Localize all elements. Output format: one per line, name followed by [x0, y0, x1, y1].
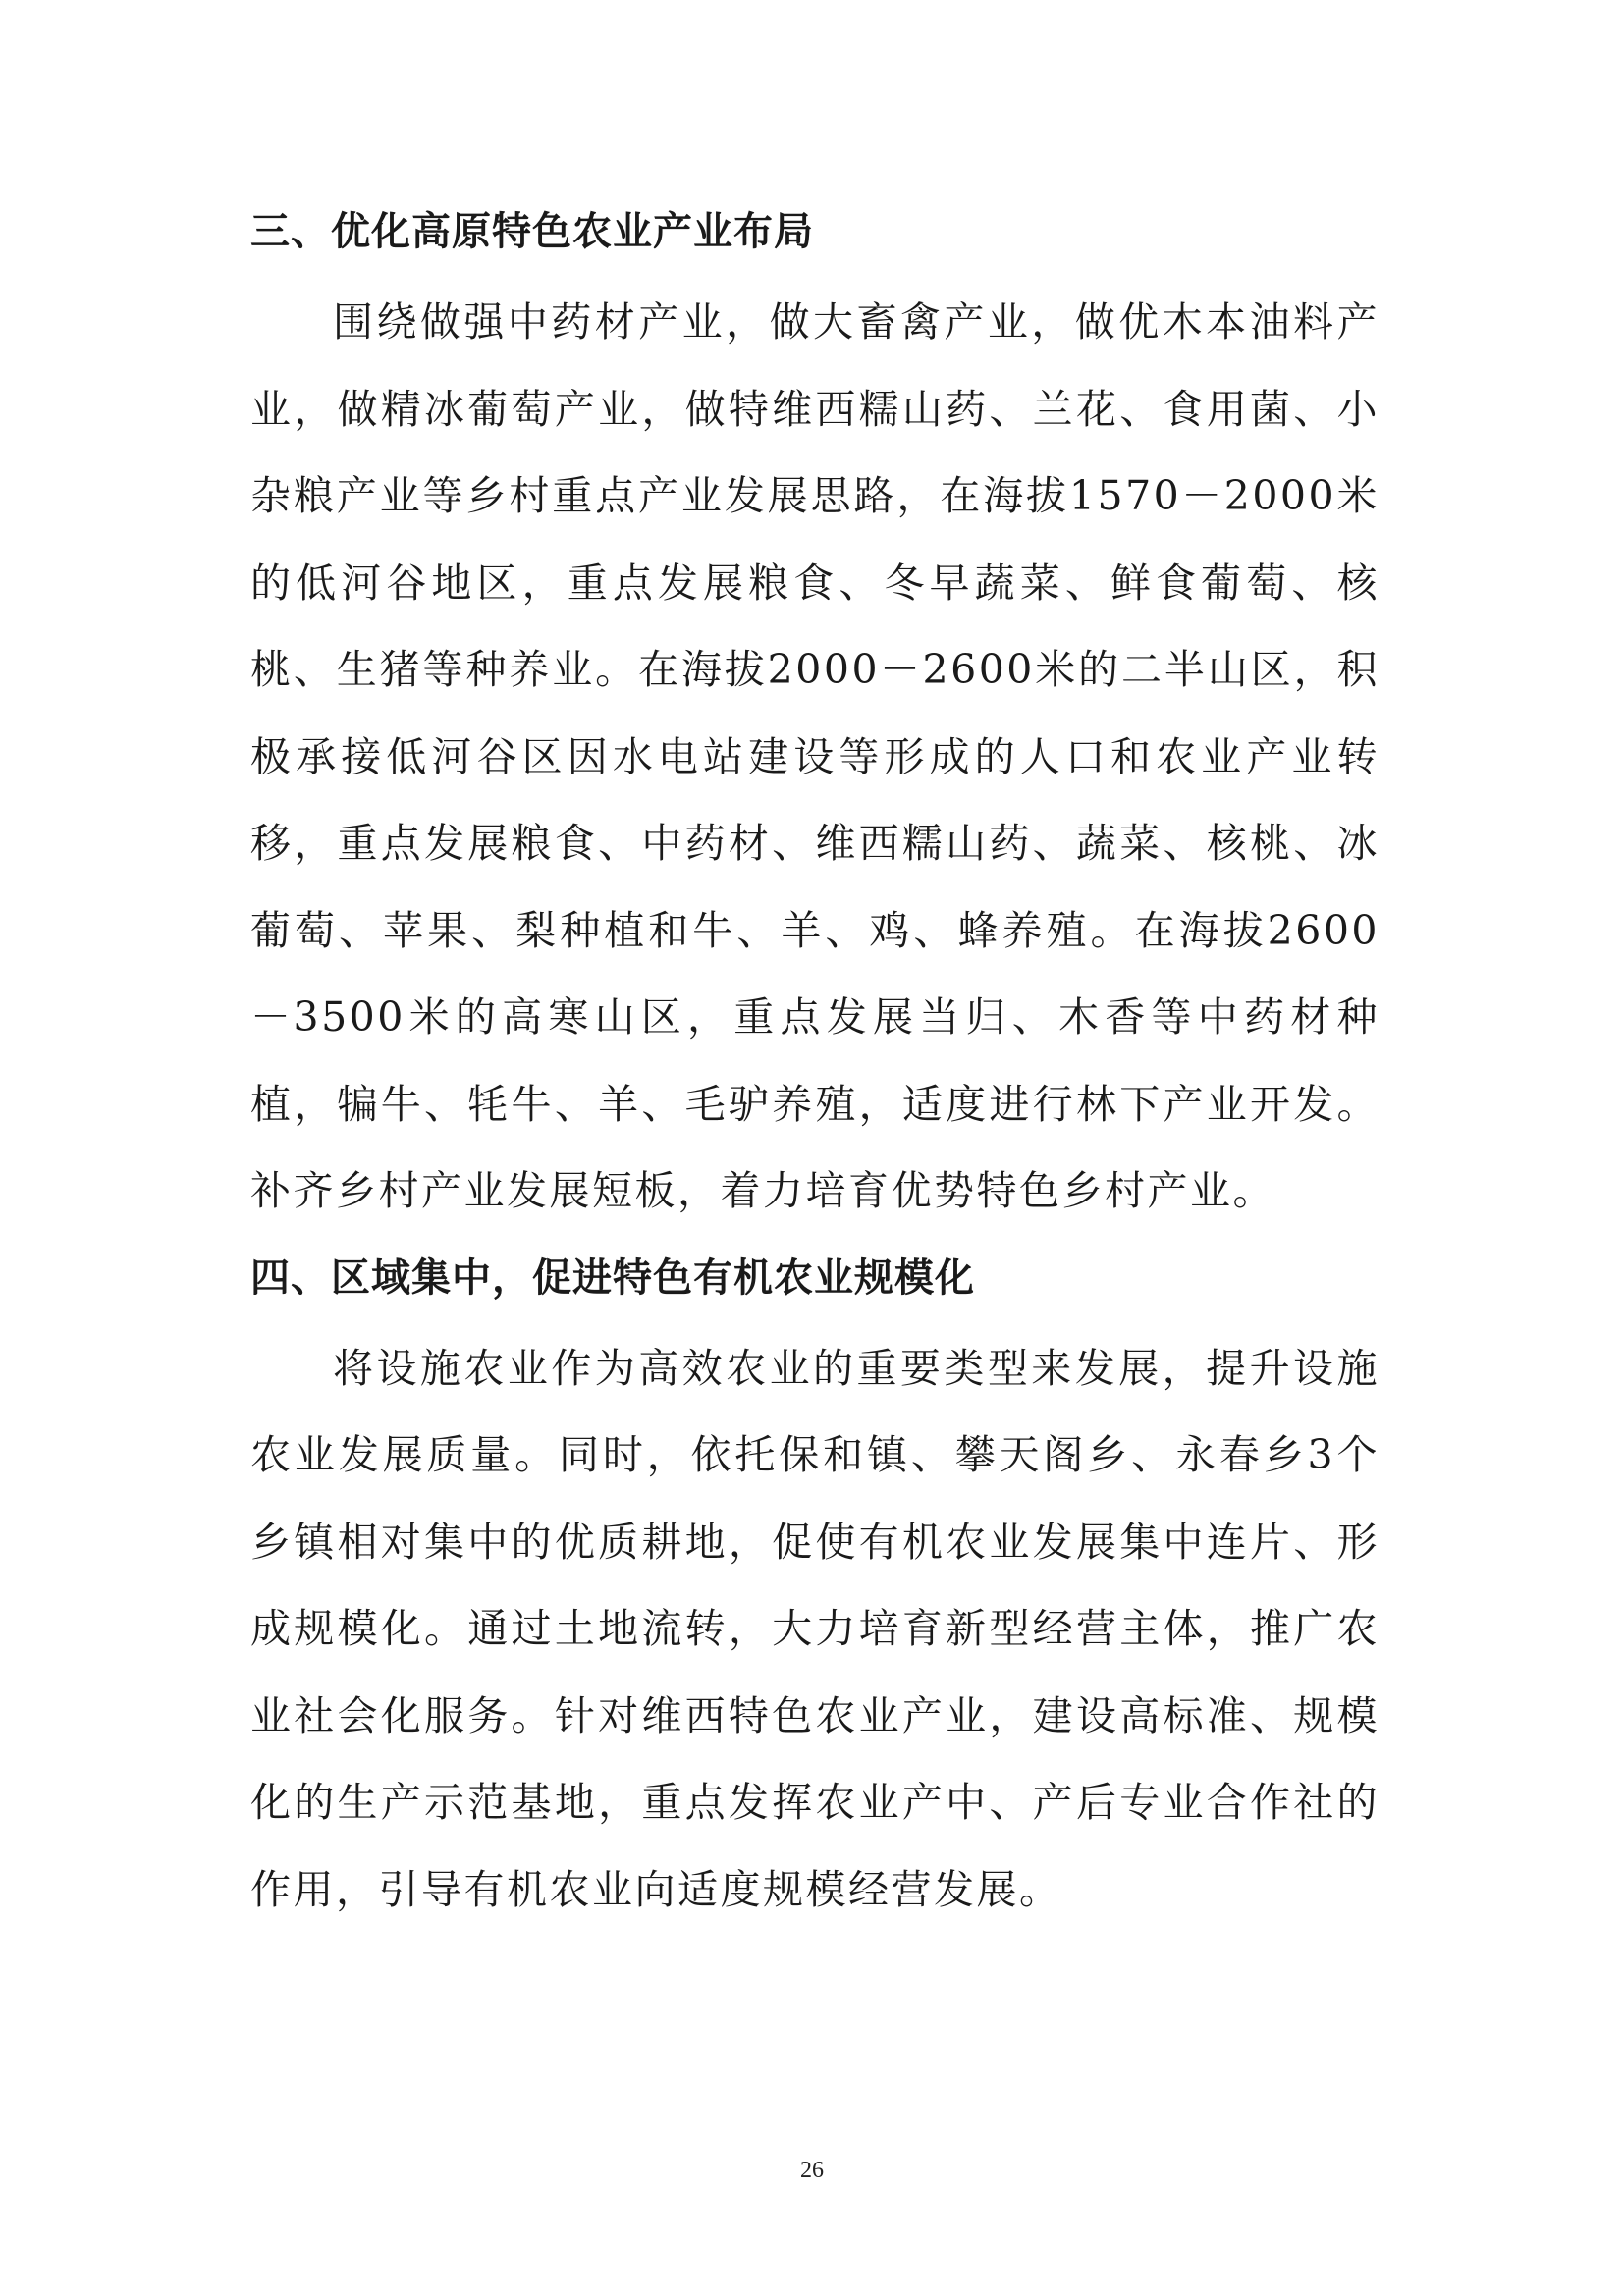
page-number: 26	[800, 2158, 824, 2183]
section-paragraph-layout: 围绕做强中药材产业，做大畜禽产业，做优木本油料产业，做精冰葡萄产业，做特维西糯山药、兰花、食用菌、小杂粮产业等乡村重点产业发展思路，在海拔1570－2000米的低河谷地区，重点发展粮食、冬早蔬菜、鲜食葡萄、核桃、生猪等种养业。在海拔2000－2600米的二半山区，积极承接低河谷区因水电站建设等形成的人口和农业产业转移，重点发展粮食、中药材、维西糯山药、蔬菜、核桃、冰葡萄、苹果、梨种植和牛、羊、鸡、蜂养殖。在海拔2600－3500米的高寒山区，重点发展当归、木香等中药材种植，犏牛、牦牛、羊、毛驴养殖，适度进行林下产业开发。补齐乡村产业发展短板，着力培育优势特色乡村产业。	[250, 298, 1380, 1214]
section-heading-layout: 三、优化高原特色农业产业布局	[250, 209, 814, 254]
document-body	[250, 206, 1380, 1933]
section-heading-scale: 四、区域集中，促进特色有机农业规模化	[250, 1255, 975, 1301]
section-paragraph-scale: 将设施农业作为高效农业的重要类型来发展，提升设施农业发展质量。同时，依托保和镇、攀天阁乡、永春乡3个乡镇相对集中的优质耕地，促使有机农业发展集中连片、形成规模化。通过土地流转，大力培育新型经营主体，推广农业社会化服务。针对维西特色农业产业，建设高标准、规模化的生产示范基地，重点发挥农业产中、产后专业合作社的作用，引导有机农业向适度规模经营发展。	[250, 1344, 1380, 1913]
